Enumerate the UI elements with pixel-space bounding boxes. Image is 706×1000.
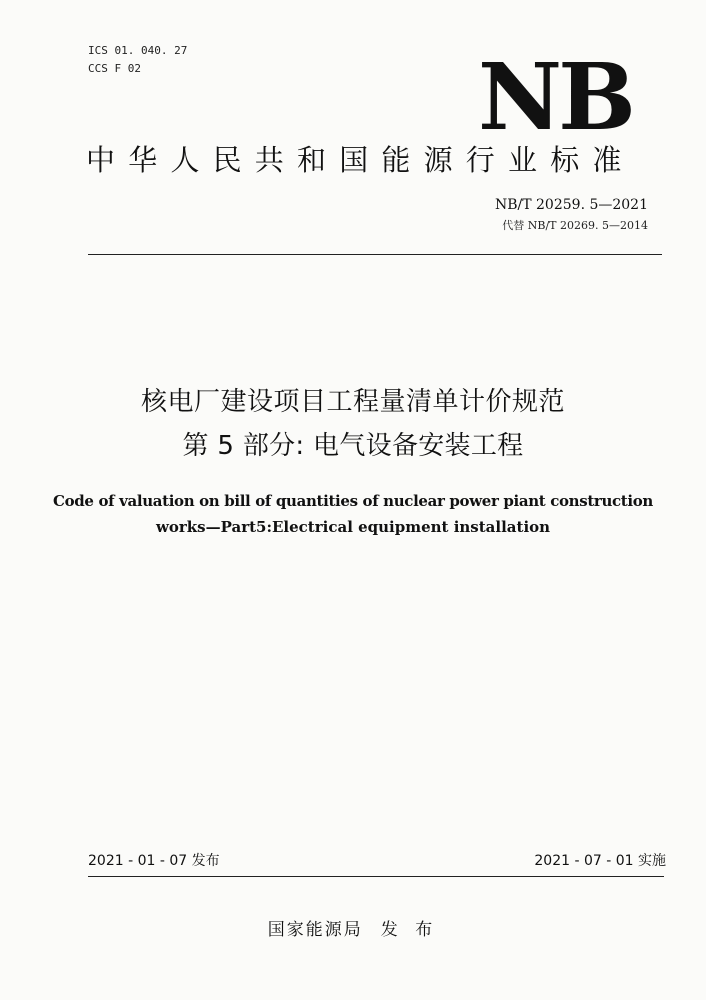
- english-title-line-2: works—Part5:Electrical equipment installation: [155, 518, 551, 536]
- header-divider: [88, 254, 662, 255]
- issuer-line: [0, 918, 706, 942]
- classification-codes: [88, 42, 187, 78]
- chinese-title: [0, 380, 706, 468]
- standard-type-heading: 中华人民共和国能源行业标准: [86, 143, 635, 177]
- ccs-code: CCS F 02: [88, 62, 141, 75]
- chinese-title-line-2: 第 5 部分: 电气设备安装工程: [182, 431, 524, 461]
- replaces-standard: 代替 NB/T 20269. 5—2014: [502, 219, 648, 232]
- nb-logo: NB: [478, 43, 632, 151]
- standard-number: NB/T 20259. 5—2021: [494, 197, 648, 213]
- issuer-name: 国家能源局: [267, 920, 363, 940]
- issue-date: 2021 - 01 - 07 发布: [88, 853, 220, 869]
- footer-divider: [88, 876, 664, 877]
- english-title: [0, 488, 706, 540]
- chinese-title-line-1: 核电厂建设项目工程量清单计价规范: [140, 387, 565, 417]
- implementation-date: 2021 - 07 - 01 实施: [534, 853, 666, 869]
- ics-code: ICS 01. 040. 27: [88, 44, 188, 57]
- issuer-action: 发 布: [380, 920, 439, 940]
- english-title-line-1: Code of valuation on bill of quantities of nuclear power piant construction: [53, 492, 653, 510]
